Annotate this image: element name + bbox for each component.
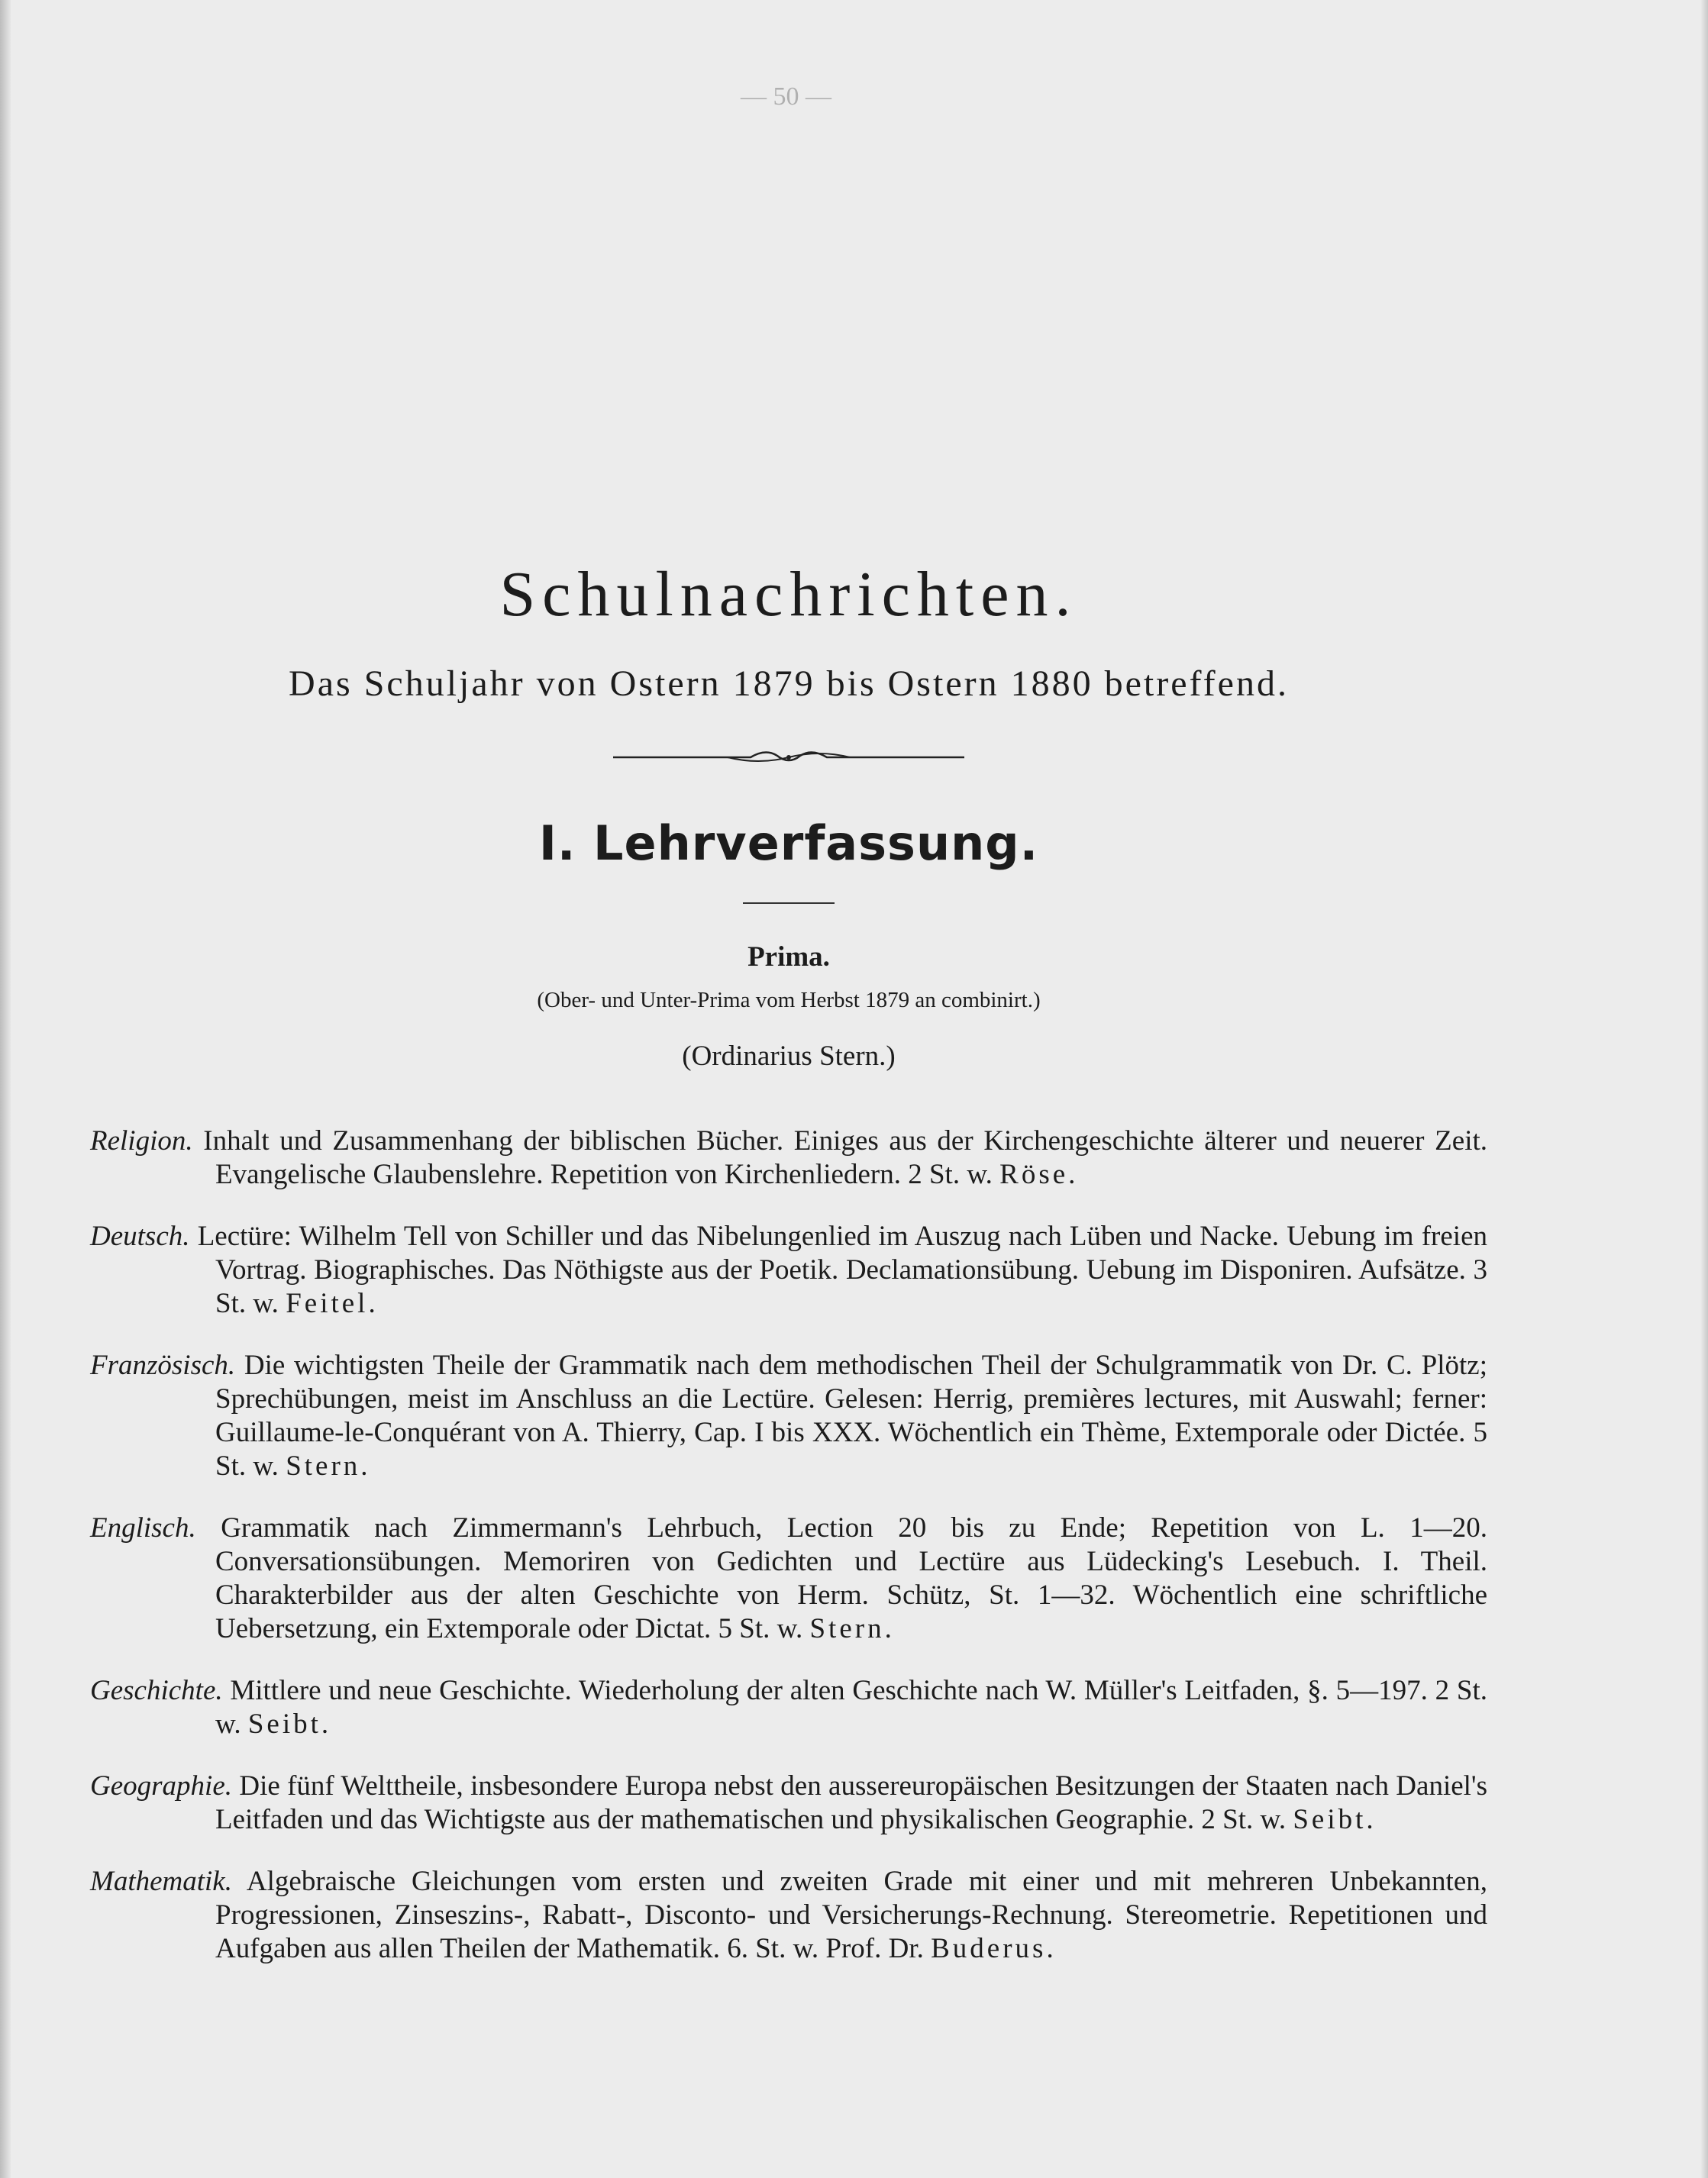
class-ordinarius: (Ordinarius Stern.)	[682, 1041, 896, 1072]
page-right-edge	[1700, 0, 1708, 2178]
subject-text: Die fünf Welttheile, insbesondere Europa nebst den aussereuropäischen Besitzungen der Staaten nach Daniel's Leitfaden und das Wichtigste aus der mathematischen und physikalischen Geographie. 2 St. w.	[215, 1770, 1488, 1835]
subject-text: Algebraische Gleichungen vom ersten und zweiten Grade mit einer und mit mehreren Unbekannten, Progressionen, Zinseszins-, Rabatt-, Disconto- und Versicherungs-Rechnung. Stereometrie. Repetitionen und Aufgaben aus allen Theilen der Mathematik. 6. St. w. Prof. Dr.	[215, 1866, 1487, 1964]
curriculum-entry-mathematik	[90, 1865, 1487, 1966]
document-subtitle: Das Schuljahr von Ostern 1879 bis Ostern 1880 betreffend.	[289, 663, 1289, 704]
subject-label: Englisch.	[90, 1512, 196, 1544]
subject-label: Deutsch.	[90, 1221, 190, 1252]
subject-text: Grammatik nach Zimmermann's Lehrbuch, Lection 20 bis zu Ende; Repetition von L. 1—20. Conversationsübungen. Memoriren von Gedichten und Lectüre aus Lüdecking's Lesebuch. I. Theil. Charakterbilder aus der alten Geschichte von Herm. Schütz, St. 1—32. Wöchentlich eine schriftliche Uebersetzung, ein Extemporale oder Dictat. 5 St. w.	[215, 1512, 1487, 1644]
subject-label: Religion.	[90, 1125, 193, 1157]
curriculum-entry-englisch	[90, 1512, 1487, 1646]
page-number: — 50 —	[741, 82, 831, 111]
curriculum-entry-geschichte	[90, 1674, 1487, 1741]
class-note: (Ober- und Unter-Prima vom Herbst 1879 an combinirt.)	[537, 988, 1041, 1012]
page-binding-edge	[0, 0, 11, 2178]
curriculum-entry-franzoesisch	[90, 1349, 1487, 1483]
teacher-name: Feitel.	[286, 1288, 379, 1319]
subject-label: Mathematik.	[90, 1866, 232, 1897]
teacher-name: Buderus.	[931, 1933, 1057, 1964]
document-title: Schulnachrichten.	[499, 559, 1078, 630]
subject-text: Lectüre: Wilhelm Tell von Schiller und das Nibelungenlied im Auszug nach Lüben und Nacke. Uebung im freien Vortrag. Biographisches. Das Nöthigste aus der Poetik. Declamationsübung. Uebung im Disponiren. Aufsätze. 3 St. w.	[197, 1221, 1488, 1319]
teacher-name: Röse.	[999, 1159, 1079, 1190]
section-heading: I. Lehrverfassung.	[538, 815, 1039, 871]
teacher-name: Seibt.	[247, 1709, 332, 1740]
subject-text: Die wichtigsten Theile der Grammatik nach dem methodischen Theil der Schulgrammatik von Dr. C. Plötz; Sprechübungen, meist im Anschluss an die Lectüre. Gelesen: Herrig, premières lectures, mit Auswahl; ferner: Guillaume-le-Conquérant von A. Thierry, Cap. I bis XXX. Wöchentlich ein Thème, Extemporale oder Dictée. 5 St. w.	[215, 1350, 1487, 1482]
subject-label: Geschichte.	[90, 1675, 223, 1706]
teacher-name: Stern.	[286, 1450, 371, 1482]
curriculum-list	[90, 1096, 1487, 1980]
teacher-name: Seibt.	[1293, 1804, 1377, 1835]
curriculum-entry-religion	[90, 1124, 1487, 1192]
subject-label: Geographie.	[90, 1770, 232, 1802]
section-rule	[743, 902, 835, 904]
teacher-name: Stern.	[809, 1613, 895, 1644]
subject-text: Mittlere und neue Geschichte. Wiederholung der alten Geschichte nach W. Müller's Leitfaden, §. 5—197. 2 St. w.	[215, 1675, 1487, 1740]
curriculum-entry-geographie	[90, 1770, 1487, 1837]
subject-text: Inhalt und Zusammenhang der biblischen Bücher. Einiges aus der Kirchengeschichte älterer und neuerer Zeit. Evangelische Glaubenslehre. Repetition von Kirchenliedern. 2 St. w.	[203, 1125, 1487, 1190]
ornament-divider-icon	[613, 742, 964, 773]
subject-label: Französisch.	[90, 1350, 236, 1381]
class-heading: Prima.	[747, 941, 830, 973]
curriculum-entry-deutsch	[90, 1220, 1487, 1321]
